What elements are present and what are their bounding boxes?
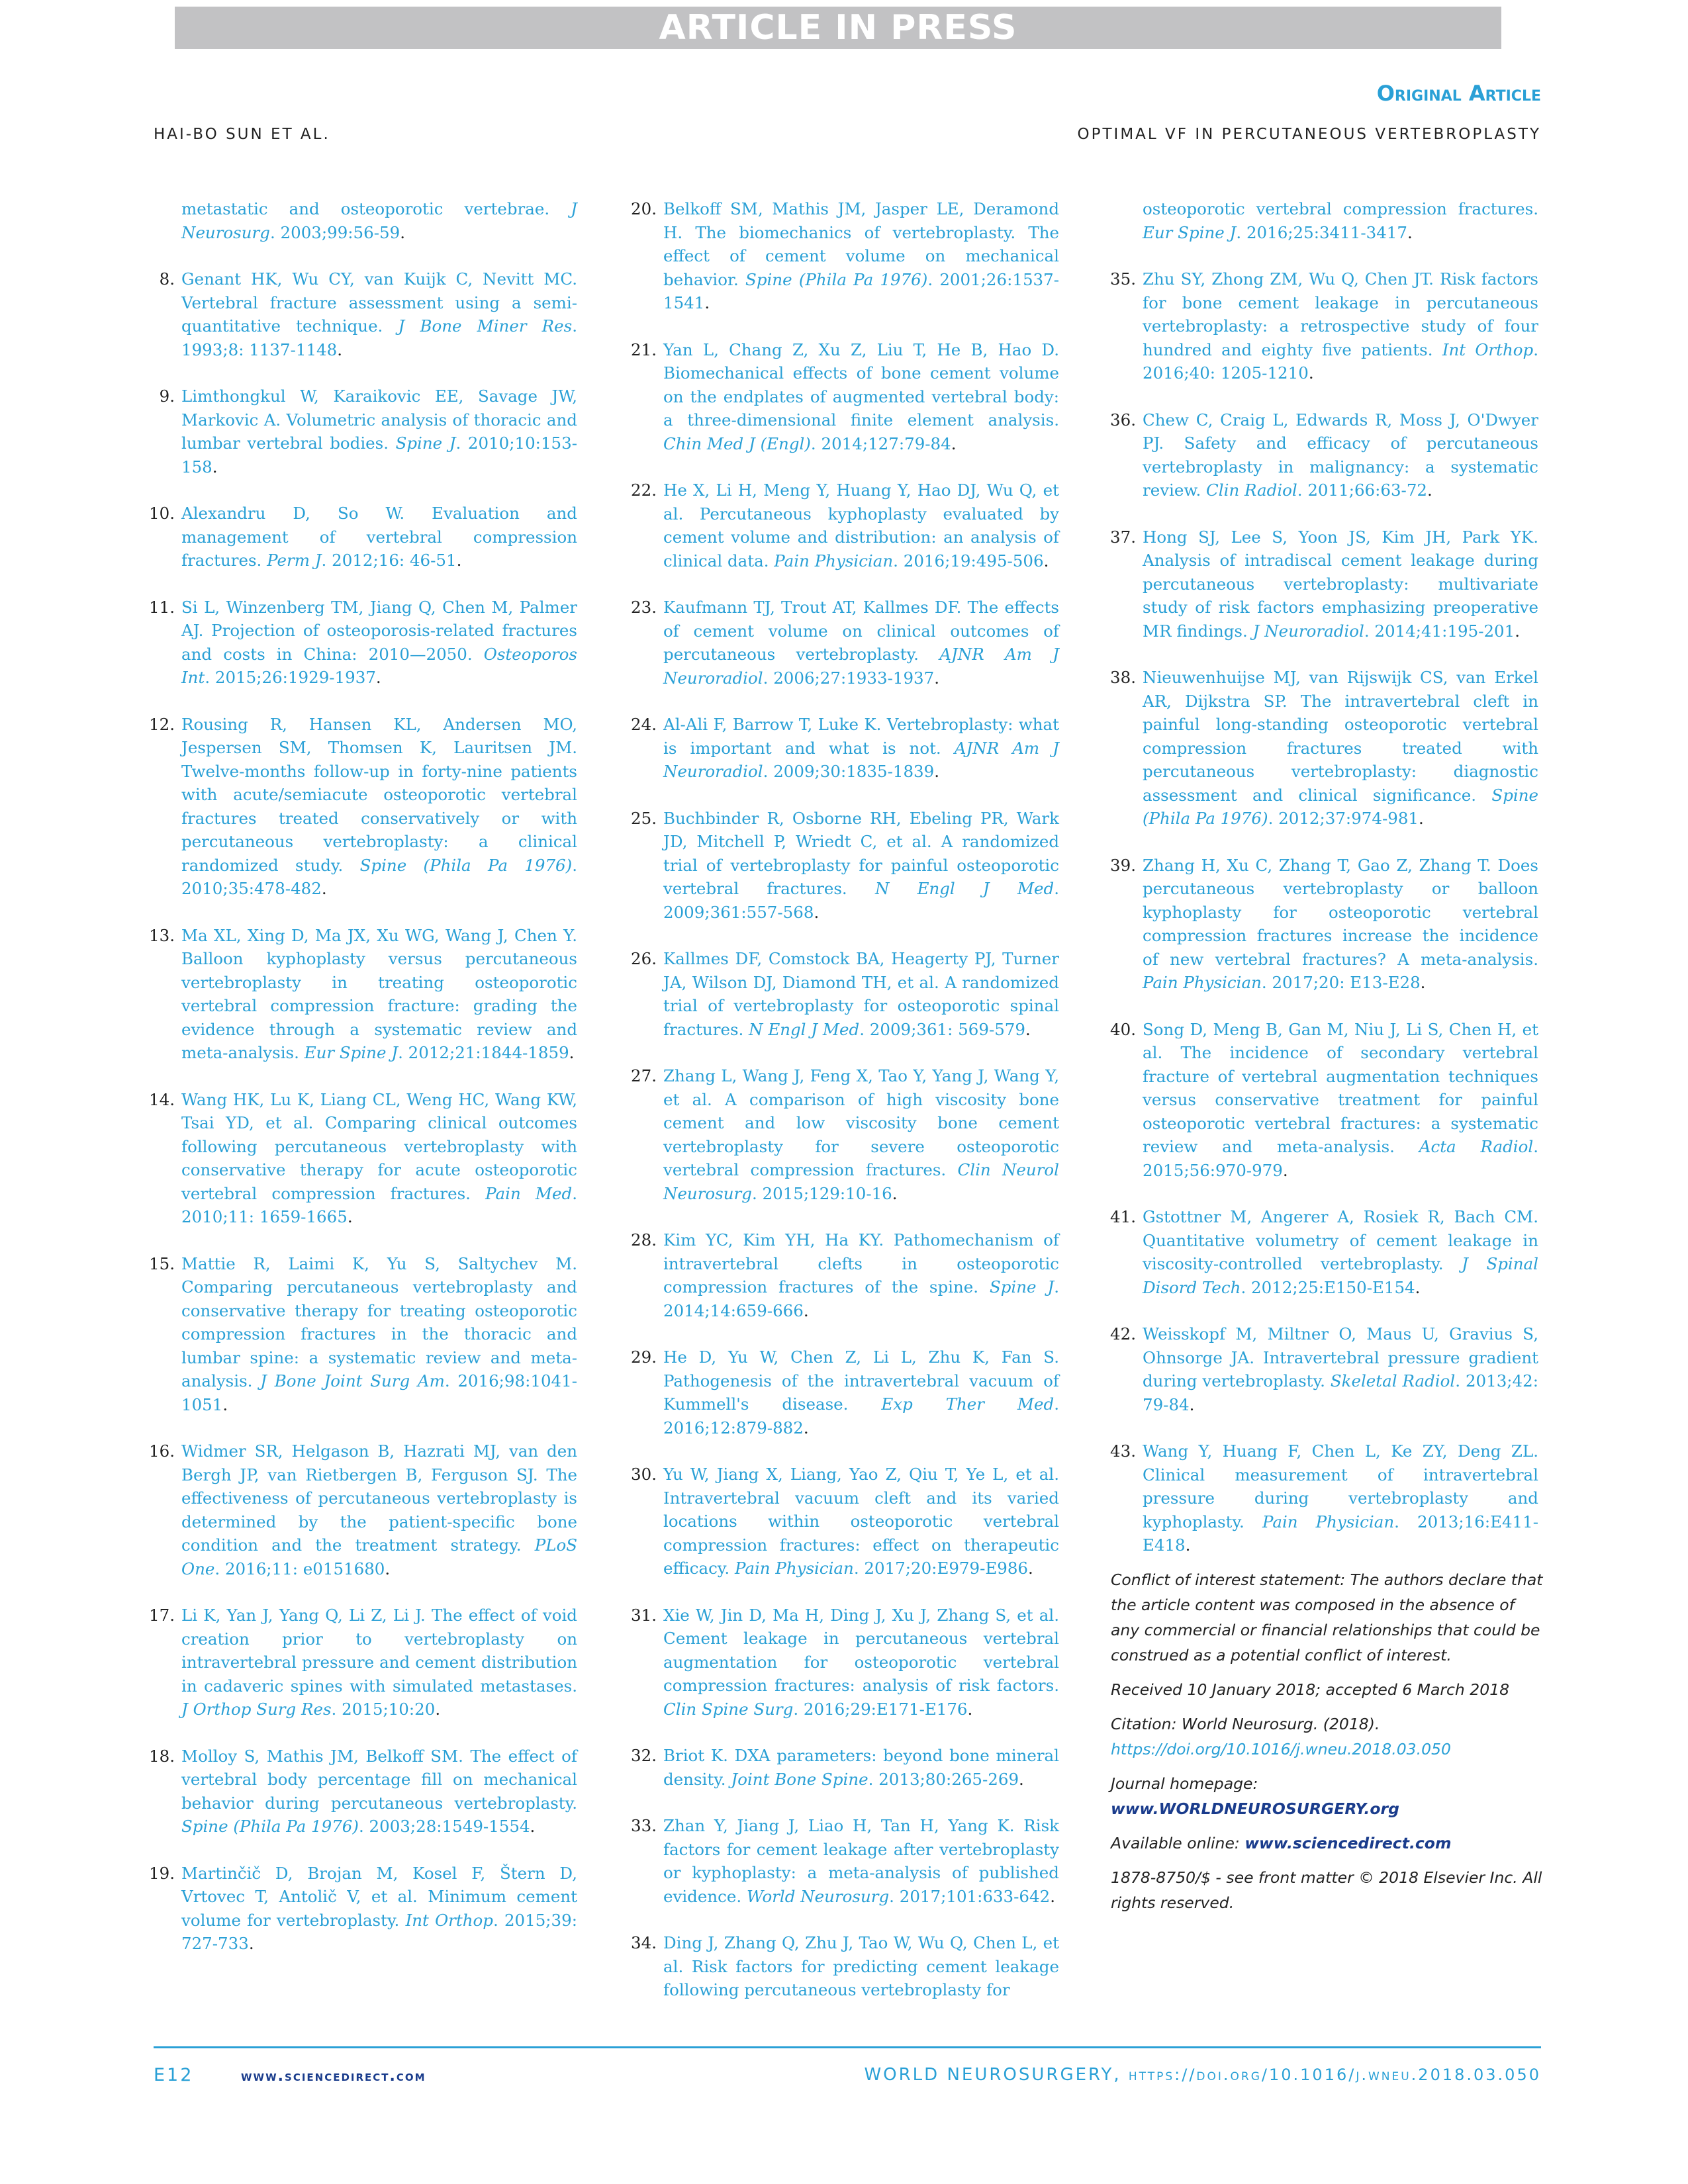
reference-citation: 2015;56:970-979 [1143, 1160, 1283, 1180]
references-column-3 [1110, 197, 1539, 1580]
reference-citation: 2001;26:1537-1541 [663, 269, 1059, 312]
reference-citation: 2013;80:265-269 [878, 1769, 1019, 1789]
reference-journal: J Neurosurg [181, 199, 577, 242]
reference-number: 36. [1110, 410, 1136, 430]
reference-text-link[interactable]: Hong SJ, Lee S, Yoon JS, Kim JH, Park YK. Analysis of intradiscal cement leakage during percutaneous vertebroplasty: multivariate study of risk factors emphasizing preoperative MR findings. [1143, 527, 1538, 641]
reference-number: 26. [631, 949, 657, 968]
reference-journal: Clin Neurol Neurosurg [663, 1160, 1059, 1203]
reference-citation: 2016;11: e0151680 [224, 1559, 385, 1578]
reference-citation: 2009;361:557-568 [663, 902, 814, 922]
reference-item: 20. Belkoff SM, Mathis JM, Jasper LE, Deramond H. The biomechanics of vertebroplasty. The effect of cement volume on mechanical behavior. Spine (Phila Pa 1976). 2001;26:1537-1541. [663, 197, 1059, 315]
reference-item: 16. Widmer SR, Helgason B, Hazrati MJ, van den Bergh JP, van Rietbergen B, Ferguson SJ. The effectiveness of percutaneous vertebroplasty is determined by the patient-specific bone condition and the treatment strategy. PLoS One. 2016;11: e0151680. [181, 1439, 577, 1580]
reference-journal: J Bone Miner Res [398, 316, 573, 336]
section-label: Original Article [1376, 81, 1541, 106]
reference-text-link[interactable]: Belkoff SM, Mathis JM, Jasper LE, Deramond H. The biomechanics of vertebroplasty. The effect of cement volume on mechanical behavior. [663, 199, 1059, 289]
reference-citation: 2016;12:879-882 [663, 1418, 804, 1437]
reference-text-link[interactable]: Zhan Y, Jiang J, Liao H, Tan H, Yang K. Risk factors for cement leakage after vertebroplasty or kyphoplasty: a meta-analysis of published evidence. [663, 1816, 1059, 1906]
reference-text-link[interactable]: Chew C, Craig L, Edwards R, Moss J, O'Dwyer PJ. Safety and efficacy of percutaneous vertebroplasty in malignancy: a systematic review. [1143, 410, 1538, 500]
reference-item: 31. Xie W, Jin D, Ma H, Ding J, Xu J, Zhang S, et al. Cement leakage in percutaneous vertebral augmentation for osteoporotic vertebral compression fractures: analysis of risk factors. Clin Spine Surg. 2016;29:E171-E176. [663, 1604, 1059, 1721]
reference-citation: 2016;29:E171-E176 [803, 1699, 968, 1719]
reference-item: 42. Weisskopf M, Miltner O, Maus U, Gravius S, Ohnsorge JA. Intravertebral pressure gradient during vertebroplasty. Skeletal Radiol. 2013;42: 79-84. [1143, 1322, 1538, 1416]
reference-item: 37. Hong SJ, Lee S, Yoon JS, Kim JH, Park YK. Analysis of intradiscal cement leakage during percutaneous vertebroplasty: multivariate study of risk factors emphasizing preoperative MR findings. J Neuroradiol. 2014;41:195-201. [1143, 525, 1538, 643]
reference-item: 35. Zhu SY, Zhong ZM, Wu Q, Chen JT. Risk factors for bone cement leakage in percutaneous vertebroplasty: a retrospective study of four hundred and eighty five patients. Int Orthop. 2016;40: 1205-1210. [1143, 267, 1538, 385]
reference-number: 12. [149, 714, 175, 734]
reference-citation: 2015;129:10-16 [762, 1183, 892, 1203]
reference-number: 24. [631, 715, 657, 734]
reference-number: 10. [149, 504, 175, 523]
reference-citation: 2015;39: 727-733 [181, 1910, 577, 1953]
reference-item: 22. He X, Li H, Meng Y, Huang Y, Hao DJ, Wu Q, et al. Percutaneous kyphoplasty evaluated by cement volume and distribution: an analysis of clinical data. Pain Physician. 2016;19:495-506. [663, 478, 1059, 572]
citation-text: Citation: World Neurosurg. (2018). [1111, 1715, 1380, 1733]
reference-item [631, 1931, 1059, 2002]
reference-number: 23. [631, 598, 657, 617]
reference-citation: 2013;16:E411-E418 [1143, 1512, 1539, 1555]
reference-journal: J Orthop Surg Res [181, 1700, 332, 1719]
reference-journal: Acta Radiol [1419, 1137, 1534, 1156]
reference-number: 14. [149, 1089, 175, 1109]
copyright-notice: 1878-8750/$ - see front matter © 2018 Elsevier Inc. All rights reserved. [1111, 1868, 1542, 1912]
reference-item: 14. Wang HK, Lu K, Liang CL, Weng HC, Wang KW, Tsai YD, et al. Comparing clinical outcomes following percutaneous vertebroplasty with conservative therapy for acute osteoporotic vertebral compression fractures. Pain Med. 2010;11: 1659-1665. [181, 1088, 577, 1229]
article-in-press-banner: ARTICLE IN PRESS [175, 7, 1501, 49]
reference-journal: Spine (Phila Pa 1976) [1143, 785, 1538, 828]
reference-text-link[interactable]: Martinčič D, Brojan M, Kosel F, Štern D, Vrtovec T, Antolič V, et al. Minimum cement volume for vertebroplasty. [181, 1863, 577, 1930]
reference-item: 33. Zhan Y, Jiang J, Liao H, Tan H, Yang K. Risk factors for cement leakage after vertebroplasty or kyphoplasty: a meta-analysis of published evidence. World Neurosurg. 2017;101:633-642. [663, 1814, 1059, 1908]
reference-number: 13. [149, 925, 175, 945]
reference-citation: 2017;20: E13-E28 [1272, 973, 1421, 992]
reference-number: 16. [149, 1441, 175, 1461]
reference-item: 11. Si L, Winzenberg TM, Jiang Q, Chen M, Palmer AJ. Projection of osteoporosis-related fractures and costs in China: 2010—2050. Osteoporos Int. 2015;26:1929-1937. [181, 596, 577, 690]
homepage-label: Journal homepage: [1111, 1774, 1258, 1793]
reference-item: 26. Kallmes DF, Comstock BA, Heagerty PJ, Turner JA, Wilson DJ, Diamond TH, et al. A randomized trial of vertebroplasty for osteoporotic spinal fractures. N Engl J Med. 2009;361: 569-579. [663, 947, 1059, 1041]
reference-number: 34. [631, 1933, 657, 1952]
reference-number: 39. [1110, 855, 1136, 875]
reference-text-link[interactable]: osteoporotic vertebral compression fractures. [1143, 199, 1538, 218]
reference-number: 30. [631, 1465, 657, 1484]
footer-left [154, 2065, 426, 2085]
reference-journal: Pain Med [485, 1183, 573, 1203]
reference-text-link[interactable]: Ma XL, Xing D, Ma JX, Xu WG, Wang J, Chen Y. Balloon kyphoplasty versus percutaneous vertebroplasty in treating osteoporotic vertebral compression fracture: grading the evidence through a systematic review and meta-analysis. [181, 925, 577, 1062]
available-link[interactable]: www.sciencedirect.com [1244, 1834, 1452, 1852]
reference-journal: Eur Spine J [304, 1043, 399, 1062]
reference-number: 22. [631, 480, 657, 500]
reference-citation: 1993;8: 1137-1148 [181, 340, 338, 359]
reference-number: 41. [1110, 1207, 1136, 1226]
reference-text-link[interactable]: Genant HK, Wu CY, van Kuijk C, Nevitt MC. Vertebral fracture assessment using a semi-quantitative technique. [181, 269, 577, 336]
reference-text-link[interactable]: metastatic and osteoporotic vertebrae. [181, 199, 550, 218]
reference-item: osteoporotic vertebral compression fractures. Eur Spine J. 2016;25:3411-3417. [1143, 199, 1538, 242]
reference-journal: Pain Physician [1262, 1512, 1395, 1531]
reference-number: 29. [631, 1347, 657, 1367]
reference-journal: PLoS One [181, 1535, 577, 1578]
reference-citation: 2003;28:1549-1554 [369, 1817, 530, 1836]
homepage-link[interactable]: www.WORLDNEUROSURGERY.org [1111, 1799, 1399, 1818]
reference-citation: 2017;101:633-642 [899, 1886, 1051, 1906]
reference-journal: Chin Med J (Engl) [663, 433, 811, 453]
reference-citation: 2015;26:1929-1937 [214, 668, 376, 687]
reference-text-link[interactable]: Kallmes DF, Comstock BA, Heagerty PJ, Turner JA, Wilson DJ, Diamond TH, et al. A randomized trial of vertebroplasty for osteoporotic spinal fractures. [663, 949, 1059, 1039]
reference-text-link[interactable]: Alexandru D, So W. Evaluation and management of vertebral compression fractures. [181, 504, 577, 570]
reference-text-link[interactable]: Nieuwenhuijse MJ, van Rijswijk CS, van Erkel AR, Dijkstra SP. The intravertebral cleft in painful long-standing osteoporotic vertebral compression fractures treated with percutaneous vertebroplasty: diagnostic assessment and clinical significance. [1143, 668, 1538, 805]
reference-citation: 2014;127:79-84 [821, 433, 951, 453]
reference-item: 21. Yan L, Chang Z, Xu Z, Liu T, He B, Hao D. Biomechanical effects of bone cement volume on the endplates of augmented vertebral body: a three-dimensional finite element analysis. Chin Med J (Engl). 2014;127:79-84. [663, 338, 1059, 456]
article-notes [1111, 1567, 1544, 1925]
reference-citation: 2015;10:20 [342, 1700, 436, 1719]
reference-item: 39. Zhang H, Xu C, Zhang T, Gao Z, Zhang T. Does percutaneous vertebroplasty or balloon kyphoplasty for osteoporotic vertebral compression fractures increase the incidence of new vertebral fractures? A meta-analysis. Pain Physician. 2017;20: E13-E28. [1143, 854, 1538, 995]
footer-right [864, 2065, 1541, 2085]
reference-citation: 2006;27:1933-1937 [773, 668, 935, 688]
reference-journal: Exp Ther Med [881, 1394, 1055, 1414]
reference-number: 21. [631, 340, 657, 359]
reference-citation: 2010;10:153-158 [181, 433, 577, 477]
reference-journal: Spine J [395, 433, 456, 453]
conflict-statement: Conflict of interest statement: The authors declare that the article content was composed in the absence of any commercial or financial relationships that could be construed as a potential conflict of interest. [1111, 1570, 1543, 1664]
reference-citation: 2012;25:E150-E154 [1251, 1277, 1415, 1297]
reference-journal: Spine (Phila Pa 1976) [359, 855, 573, 875]
reference-text-link[interactable]: Molloy S, Mathis JM, Belkoff SM. The effect of vertebral body percentage fill on mechanical behavior during percutaneous vertebroplasty. [181, 1746, 577, 1813]
reference-text-link[interactable]: Rousing R, Hansen KL, Andersen MO, Jespersen SM, Thomsen K, Lauritsen JM. Twelve-months follow-up in forty-nine patients with acute/semiacute osteoporotic vertebral fractures treated conservatively or with percutaneous vertebroplasty: a clinical randomized study. [181, 714, 577, 875]
reference-number: 11. [149, 597, 175, 617]
reference-journal: N Engl J Med [749, 1019, 860, 1039]
reference-text-link[interactable]: Al-Ali F, Barrow T, Luke K. Vertebroplasty: what is important and what is not. [663, 715, 1059, 758]
reference-text-link[interactable]: Zhu SY, Zhong ZM, Wu Q, Chen JT. Risk factors for bone cement leakage in percutaneous vertebroplasty: a retrospective study of four hundred and eighty five patients. [1143, 269, 1538, 359]
reference-text-link[interactable]: Song D, Meng B, Gan M, Niu J, Li S, Chen H, et al. The incidence of secondary vertebral fracture of vertebral augmentation techniques versus conservative treatment for painful osteoporotic vertebral fractures: a systematic review and meta-analysis. [1143, 1019, 1538, 1156]
reference-journal: Clin Radiol [1206, 480, 1297, 500]
reference-text-link[interactable]: Yu W, Jiang X, Liang, Yao Z, Qiu T, Ye L, et al. Intravertebral vacuum cleft and its varied locations within osteoporotic vertebral compression fractures: effect on therapeutic efficacy. [663, 1465, 1059, 1578]
reference-item: 15. Mattie R, Laimi K, Yu S, Saltychev M. Comparing percutaneous vertebroplasty and conservative therapy for treating osteoporotic compression fractures in the thoracic and lumbar spine: a systematic review and meta-analysis. J Bone Joint Surg Am. 2016;98:1041-1051. [181, 1252, 577, 1417]
reference-journal: Pain Physician [734, 1559, 854, 1578]
reference-text-link[interactable]: Weisskopf M, Miltner O, Maus U, Gravius S, Ohnsorge JA. Intravertebral pressure gradient during vertebroplasty. [1143, 1324, 1538, 1390]
reference-journal: World Neurosurg [746, 1886, 890, 1906]
reference-number: 38. [1110, 668, 1136, 687]
reference-citation: 2017;20:E979-E986 [864, 1559, 1029, 1578]
reference-number: 9. [159, 387, 175, 406]
reference-text-link[interactable]: Zhang H, Xu C, Zhang T, Gao Z, Zhang T. Does percutaneous vertebroplasty or balloon kyphoplasty for osteoporotic vertebral compression fractures increase the incidence of new vertebral fractures? A meta-analysis. [1143, 855, 1538, 969]
reference-text-link[interactable]: Limthongkul W, Karaikovic EE, Savage JW, Markovic A. Volumetric analysis of thoracic and lumbar vertebral bodies. [181, 387, 577, 453]
reference-item: 12. Rousing R, Hansen KL, Andersen MO, Jespersen SM, Thomsen K, Lauritsen JM. Twelve-months follow-up in forty-nine patients with acute/semiacute osteoporotic vertebral fractures treated conservatively or with percutaneous vertebroplasty: a clinical randomized study. Spine (Phila Pa 1976). 2010;35:478-482. [181, 713, 577, 901]
reference-number: 20. [631, 199, 657, 218]
reference-item: metastatic and osteoporotic vertebrae. J Neurosurg. 2003;99:56-59. [181, 199, 577, 242]
reference-citation: 2009;30:1835-1839 [773, 762, 935, 781]
reference-journal: Pain Physician [1143, 973, 1262, 992]
reference-item: 10. Alexandru D, So W. Evaluation and management of vertebral compression fractures. Perm J. 2012;16: 46-51. [181, 502, 577, 572]
reference-citation: 2013;42: 79-84 [1143, 1371, 1538, 1414]
reference-citation: 2016;25:3411-3417 [1246, 222, 1407, 242]
reference-journal: J Bone Joint Surg Am [260, 1371, 445, 1390]
reference-journal: Spine (Phila Pa 1976) [181, 1817, 359, 1836]
reference-number: 25. [631, 808, 657, 828]
reference-text-link[interactable]: Buchbinder R, Osborne RH, Ebeling PR, Wark JD, Mitchell P, Wriedt C, et al. A randomized trial of vertebroplasty for painful osteoporotic vertebral fractures. [663, 808, 1059, 898]
reference-number: 28. [631, 1230, 657, 1250]
reference-text-link[interactable]: Zhang L, Wang J, Feng X, Tao Y, Yang J, Wang Y, et al. A comparison of high viscosity bone cement and low viscosity bone cement vertebroplasty for severe osteoporotic vertebral compression fractures. [663, 1066, 1059, 1179]
reference-journal: Perm J [267, 551, 322, 570]
reference-item: 25. Buchbinder R, Osborne RH, Ebeling PR, Wark JD, Mitchell P, Wriedt C, et al. A randomized trial of vertebroplasty for painful osteoporotic vertebral fractures. N Engl J Med. 2009;361:557-568. [663, 807, 1059, 925]
running-head-title: OPTIMAL VF IN PERCUTANEOUS VERTEBROPLASTY [1077, 126, 1541, 143]
reference-text-link[interactable]: Briot K. DXA parameters: beyond bone mineral density. [663, 1746, 1059, 1789]
reference-number: 43. [1110, 1441, 1136, 1461]
reference-item: 29. He D, Yu W, Chen Z, Li L, Zhu K, Fan S. Pathogenesis of the intravertebral vacuum of Kummell's disease. Exp Ther Med. 2016;12:879-882. [663, 1345, 1059, 1439]
reference-text-link[interactable]: Mattie R, Laimi K, Yu S, Saltychev M. Comparing percutaneous vertebroplasty and conservative therapy for treating osteoporotic compression fractures in the thoracic and lumbar spine: a systematic review and meta-analysis. [181, 1253, 577, 1390]
reference-number: 15. [149, 1253, 175, 1273]
reference-citation: 2016;40: 1205-1210 [1143, 363, 1309, 383]
reference-journal: Pain Physician [774, 551, 894, 570]
page-number: E12 [154, 2065, 194, 2085]
reference-number: 31. [631, 1605, 657, 1625]
reference-citation: 2003;99:56-59 [280, 222, 400, 242]
reference-number: 33. [631, 1816, 657, 1835]
reference-citation: 2012;37:974-981 [1278, 809, 1419, 828]
reference-text-link[interactable]: Kim YC, Kim YH, Ha KY. Pathomechanism of intravertebral clefts in osteoporotic compression fractures of the spine. [663, 1230, 1059, 1297]
reference-text-link[interactable]: Xie W, Jin D, Ma H, Ding J, Xu J, Zhang S, et al. Cement leakage in percutaneous vertebral augmentation for osteoporotic vertebral compression fractures: analysis of risk factors. [663, 1605, 1059, 1695]
reference-number: 35. [1110, 269, 1136, 289]
reference-text-link[interactable]: Gstottner M, Angerer A, Rosiek R, Bach CM. Quantitative volumetry of cement leakage in viscosity-controlled vertebroplasty. [1143, 1207, 1538, 1273]
reference-item: 23. Kaufmann TJ, Trout AT, Kallmes DF. The effects of cement volume on clinical outcomes of percutaneous vertebroplasty. AJNR Am J Neuroradiol. 2006;27:1933-1937. [663, 596, 1059, 690]
footer-doi-link[interactable]: https://doi.org/10.1016/j.wneu.2018.03.050 [1128, 2066, 1541, 2084]
reference-citation: 2010;35:478-482 [181, 879, 322, 898]
reference-number: 18. [149, 1746, 175, 1766]
reference-journal: N Engl J Med [874, 879, 1055, 898]
reference-journal: Osteoporos Int [181, 644, 577, 687]
reference-item: 41. Gstottner M, Angerer A, Rosiek R, Bach CM. Quantitative volumetry of cement leakage in viscosity-controlled vertebroplasty. J Spinal Disord Tech. 2012;25:E150-E154. [1143, 1205, 1538, 1299]
reference-item: 30. Yu W, Jiang X, Liang, Yao Z, Qiu T, Ye L, et al. Intravertebral vacuum cleft and its varied locations within osteoporotic vertebral compression fractures: effect on therapeutic efficacy. Pain Physician. 2017;20:E979-E986. [663, 1463, 1059, 1580]
received-dates: Received 10 January 2018; accepted 6 March 2018 [1111, 1680, 1510, 1699]
reference-text-link[interactable]: He D, Yu W, Chen Z, Li L, Zhu K, Fan S. Pathogenesis of the intravertebral vacuum of Kummell's disease. [663, 1347, 1059, 1414]
reference-text-link[interactable]: He X, Li H, Meng Y, Huang Y, Hao DJ, Wu Q, et al. Percutaneous kyphoplasty evaluated by cement volume and distribution: an analysis of clinical data. [663, 480, 1059, 570]
reference-journal: J Neuroradiol [1252, 621, 1364, 641]
reference-citation: 2009;361: 569-579 [869, 1019, 1025, 1039]
reference-journal: Spine J [989, 1277, 1055, 1297]
reference-number: 37. [1110, 527, 1136, 547]
reference-journal: Skeletal Radiol [1330, 1371, 1456, 1390]
reference-item: 32. Briot K. DXA parameters: beyond bone mineral density. Joint Bone Spine. 2013;80:265-269. [663, 1744, 1059, 1791]
footer-journal-name: WORLD NEUROSURGERY, [864, 2065, 1121, 2085]
footer-divider [154, 2046, 1541, 2048]
reference-citation: 2012;16: 46-51 [332, 551, 457, 570]
reference-text-link[interactable]: Ding J, Zhang Q, Zhu J, Tao W, Wu Q, Chen L, et al. Risk factors for predicting cement leakage following percutaneous vertebroplasty for [663, 1933, 1059, 1999]
reference-citation: 2011;66:63-72 [1307, 480, 1428, 500]
reference-journal: AJNR Am J Neuroradiol [663, 645, 1059, 688]
reference-item: 40. Song D, Meng B, Gan M, Niu J, Li S, Chen H, et al. The incidence of secondary vertebral fracture of vertebral augmentation techniques versus conservative treatment for painful osteoporotic vertebral fractures: a systematic review and meta-analysis. Acta Radiol. 2015;56:970-979. [1143, 1018, 1538, 1183]
reference-item: 28. Kim YC, Kim YH, Ha KY. Pathomechanism of intravertebral clefts in osteoporotic compression fractures of the spine. Spine J. 2014;14:659-666. [663, 1228, 1059, 1322]
reference-item: 9. Limthongkul W, Karaikovic EE, Savage JW, Markovic A. Volumetric analysis of thoracic and lumbar vertebral bodies. Spine J. 2010;10:153-158. [181, 385, 577, 478]
reference-number: 19. [149, 1863, 175, 1883]
journal-homepage [1111, 1771, 1544, 1821]
reference-text-link[interactable]: Si L, Winzenberg TM, Jiang Q, Chen M, Palmer AJ. Projection of osteoporosis-related fractures and costs in China: 2010—2050. [181, 597, 577, 664]
available-online [1111, 1831, 1544, 1856]
reference-item: 8. Genant HK, Wu CY, van Kuijk C, Nevitt MC. Vertebral fracture assessment using a semi-quantitative technique. J Bone Miner Res. 1993;8: 1137-1148. [181, 267, 577, 361]
reference-journal: Clin Spine Surg [663, 1699, 794, 1719]
reference-text-link[interactable]: Li K, Yan J, Yang Q, Li Z, Li J. The effect of void creation prior to vertebroplasty on intravertebral pressure and cement distribution in cadaveric spines with simulated metastases. [181, 1606, 577, 1696]
reference-number: 17. [149, 1606, 175, 1625]
reference-journal: Int Orthop [405, 1910, 493, 1930]
reference-journal: AJNR Am J Neuroradiol [663, 738, 1059, 781]
reference-item: 27. Zhang L, Wang J, Feng X, Tao Y, Yang J, Wang Y, et al. A comparison of high viscosity bone cement and low viscosity bone cement vertebroplasty for severe osteoporotic vertebral compression fractures. Clin Neurol Neurosurg. 2015;129:10-16. [663, 1064, 1059, 1205]
reference-citation: 2014;41:195-201 [1374, 621, 1515, 641]
reference-journal: Int Orthop [1442, 340, 1534, 359]
reference-number: 42. [1110, 1324, 1136, 1343]
references-column-1 [149, 197, 577, 1979]
reference-text-link[interactable]: Kaufmann TJ, Trout AT, Kallmes DF. The effects of cement volume on clinical outcomes of percutaneous vertebroplasty. [663, 598, 1059, 664]
reference-text-link[interactable]: Wang HK, Lu K, Liang CL, Weng HC, Wang KW, Tsai YD, et al. Comparing clinical outcomes following percutaneous vertebroplasty with conservative therapy for acute osteoporotic vertebral compression fractures. [181, 1089, 577, 1203]
reference-number: 8. [159, 269, 175, 289]
reference-item: 43. Wang Y, Huang F, Chen L, Ke ZY, Deng ZL. Clinical measurement of intravertebral pressure during vertebroplasty and kyphoplasty. Pain Physician. 2013;16:E411-E418. [1143, 1439, 1538, 1557]
reference-item: 19. Martinčič D, Brojan M, Kosel F, Štern D, Vrtovec T, Antolič V, et al. Minimum cement volume for vertebroplasty. Int Orthop. 2015;39: 727-733. [181, 1862, 577, 1956]
reference-number: 32. [631, 1746, 657, 1765]
reference-citation: 2010;11: 1659-1665 [181, 1207, 348, 1226]
reference-citation: 2012;21:1844-1859 [408, 1043, 569, 1062]
reference-journal: J Spinal Disord Tech [1143, 1254, 1538, 1297]
available-label: Available online: [1111, 1834, 1240, 1852]
reference-journal: Spine (Phila Pa 1976) [745, 269, 928, 289]
running-head-authors: HAI-BO SUN ET AL. [154, 126, 330, 143]
reference-text-link[interactable]: Widmer SR, Helgason B, Hazrati MJ, van den Bergh JP, van Rietbergen B, Ferguson SJ. The effectiveness of percutaneous vertebroplasty is determined by the patient-specific bone condition and the treatment strategy. [181, 1441, 577, 1555]
reference-citation: 2016;98:1041-1051 [181, 1371, 577, 1414]
citation-doi-link[interactable]: https://doi.org/10.1016/j.wneu.2018.03.050 [1111, 1740, 1451, 1758]
reference-number: 27. [631, 1066, 657, 1085]
reference-text-link[interactable]: Wang Y, Huang F, Chen L, Ke ZY, Deng ZL. Clinical measurement of intravertebral pressure during vertebroplasty and kyphoplasty. [1143, 1441, 1538, 1531]
reference-item: 17. Li K, Yan J, Yang Q, Li Z, Li J. The effect of void creation prior to vertebroplasty on intravertebral pressure and cement distribution in cadaveric spines with simulated metastases. J Orthop Surg Res. 2015;10:20. [181, 1604, 577, 1721]
citation-block [1111, 1711, 1544, 1762]
reference-item: 24. Al-Ali F, Barrow T, Luke K. Vertebroplasty: what is important and what is not. AJNR Am J Neuroradiol. 2009;30:1835-1839. [663, 713, 1059, 784]
reference-citation: 2014;14:659-666 [663, 1300, 804, 1320]
reference-number: 40. [1110, 1019, 1136, 1039]
reference-journal: Eur Spine J [1143, 222, 1237, 242]
reference-text-link[interactable]: Yan L, Chang Z, Xu Z, Liu T, He B, Hao D. Biomechanical effects of bone cement volume on the endplates of augmented vertebral body: a three-dimensional finite element analysis. [663, 340, 1059, 430]
reference-item: 36. Chew C, Craig L, Edwards R, Moss J, O'Dwyer PJ. Safety and efficacy of percutaneous vertebroplasty in malignancy: a systematic review. Clin Radiol. 2011;66:63-72. [1143, 408, 1538, 502]
reference-item: 18. Molloy S, Mathis JM, Belkoff SM. The effect of vertebral body percentage fill on mechanical behavior during percutaneous vertebroplasty. Spine (Phila Pa 1976). 2003;28:1549-1554. [181, 1745, 577, 1839]
reference-item: 13. Ma XL, Xing D, Ma JX, Xu WG, Wang J, Chen Y. Balloon kyphoplasty versus percutaneous vertebroplasty in treating osteoporotic vertebral compression fracture: grading the evidence through a systematic review and meta-analysis. Eur Spine J. 2012;21:1844-1859. [181, 924, 577, 1065]
references-column-2 [631, 197, 1060, 2025]
reference-journal: Joint Bone Spine [731, 1769, 868, 1789]
reference-item: 38. Nieuwenhuijse MJ, van Rijswijk CS, van Erkel AR, Dijkstra SP. The intravertebral cleft in painful long-standing osteoporotic vertebral compression fractures treated with percutaneous vertebroplasty: diagnostic assessment and clinical significance. Spine (Phila Pa 1976). 2012;37:974-981. [1143, 666, 1538, 831]
footer-site-link[interactable]: www.sciencedirect.com [241, 2068, 426, 2085]
reference-citation: 2016;19:495-506 [903, 551, 1044, 570]
